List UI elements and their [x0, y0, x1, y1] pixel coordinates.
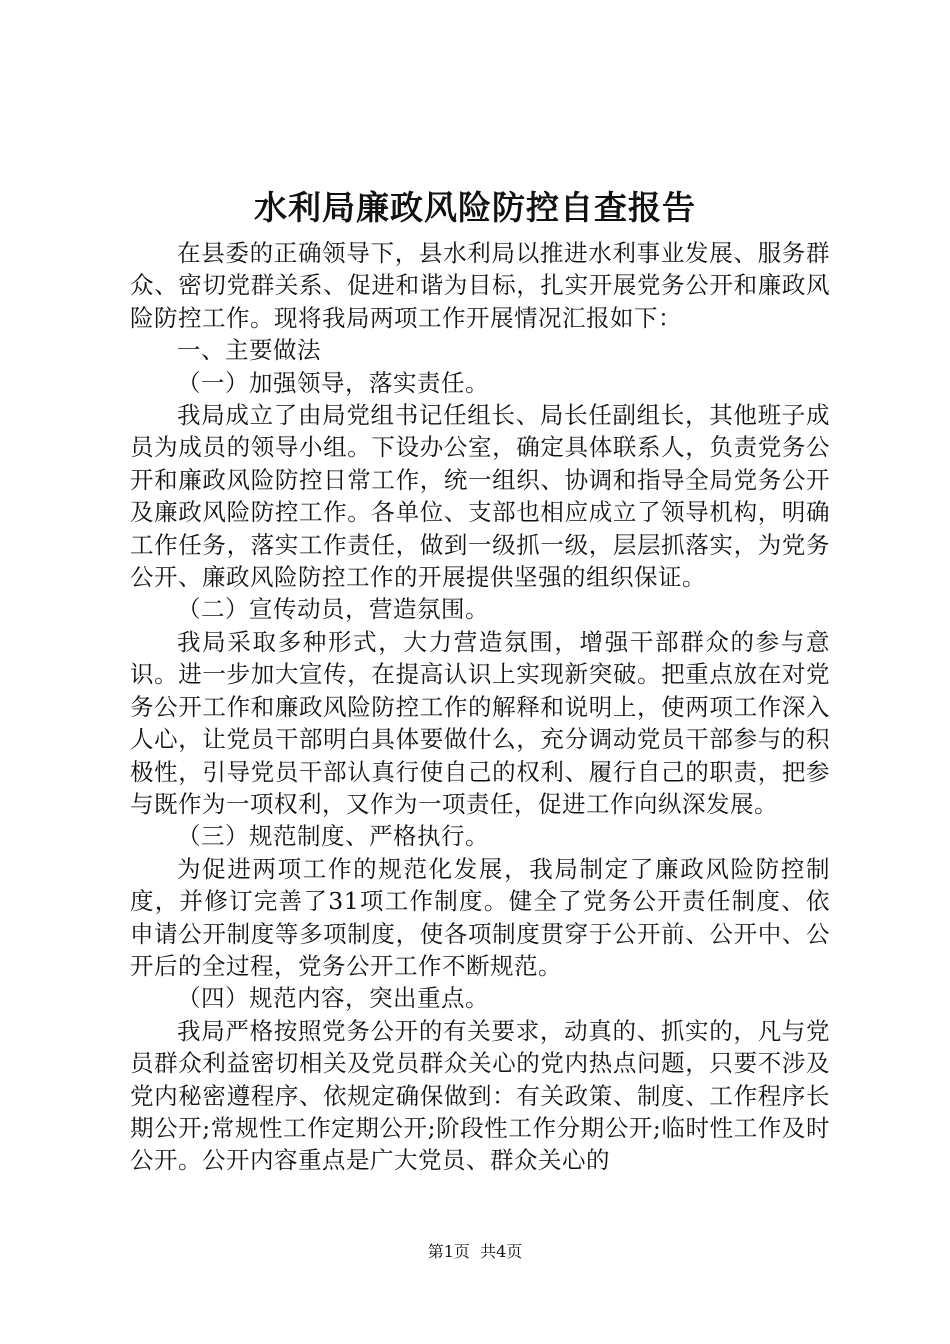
- subheading-content: （四）规范内容，突出重点。: [177, 984, 489, 1013]
- paragraph-regulations: 为促进两项工作的规范化发展，我局制定了廉政风险防控制度，并修订完善了31项工作制度。健全了党务公开责任制度、依申请公开制度等多项制度，使各项制度贯穿于公开前、公开中、公开后的全过程，党务公开工作不断规范。: [130, 854, 830, 980]
- paragraph-leadership: 我局成立了由局党组书记任组长、局长任副组长，其他班子成员为成员的领导小组。下设办公室，确定具体联系人，负责党务公开和廉政风险防控日常工作，统一组织、协调和指导全局党务公开及廉政风险防控工作。各单位、支部也相应成立了领导机构，明确工作任务，落实工作责任，做到一级抓一级，层层抓落实，为党务公开、廉政风险防控工作的开展提供坚强的组织保证。: [130, 401, 830, 592]
- subheading-leadership: （一）加强领导，落实责任。: [177, 368, 489, 397]
- paragraph-content: 我局严格按照党务公开的有关要求，动真的、抓实的，凡与党员群众利益密切相关及党员群众关心的党内热点问题，只要不涉及党内秘密遵程序、依规定确保做到：有关政策、制度、工作程序长期公开;常规性工作定期公开;阶段性工作分期公开;临时性工作及时公开。公开内容重点是广大党员、群众关心的: [130, 1016, 830, 1175]
- page-number: 第1页 共4页: [427, 1242, 523, 1261]
- subheading-regulations: （三）规范制度、严格执行。: [177, 822, 489, 851]
- document-title: 水利局廉政风险防控自查报告: [254, 188, 696, 227]
- paragraph-intro: 在县委的正确领导下，县水利局以推进水利事业发展、服务群众、密切党群关系、促进和谐为目标，扎实开展党务公开和廉政风险防控工作。现将我局两项工作开展情况汇报如下：: [130, 239, 830, 332]
- document-body: [130, 237, 830, 1177]
- subheading-publicity: （二）宣传动员，营造氛围。: [177, 595, 489, 624]
- section-heading-main-practices: 一、主要做法: [177, 336, 321, 365]
- page-footer: [0, 1242, 950, 1262]
- paragraph-publicity: 我局采取多种形式，大力营造氛围，增强干部群众的参与意识。进一步加大宣传，在提高认识上实现新突破。把重点放在对党务公开工作和廉政风险防控工作的解释和说明上，使两项工作深入人心，让党员干部明白具体要做什么，充分调动党员干部参与的积极性，引导党员干部认真行使自己的权利、履行自己的职责，把参与既作为一项权利，又作为一项责任，促进工作向纵深发展。: [130, 627, 830, 818]
